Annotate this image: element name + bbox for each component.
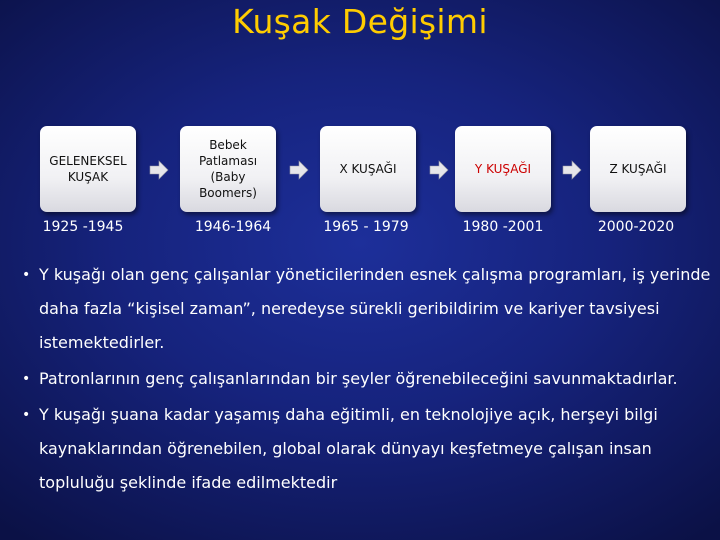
generation-years-baby-boomers: 1946-1964 xyxy=(194,219,272,235)
bullet-text: Y kuşağı olan genç çalışanlar yöneticilerinden esnek çalışma programları, iş yerinde daha fazla “kişisel zaman”, neredeyse sürekli geribildirim ve kariyer tavsiyesi istemektedirler. xyxy=(39,265,711,352)
generation-years-y: 1980 -2001 xyxy=(462,219,544,235)
bullet-item xyxy=(22,362,712,396)
generation-box-x: X KUŞAĞI xyxy=(320,126,416,212)
generation-box-y: Y KUŞAĞI xyxy=(455,126,551,212)
generation-timeline xyxy=(40,126,680,216)
bullet-text: Y kuşağı şuana kadar yaşamış daha eğitimli, en teknolojiye açık, herşeyi bilgi kaynaklarından öğrenebilen, global olarak dünyayı keşfetmeye çalışan insan topluluğu şeklinde ifade edilmektedir xyxy=(39,405,658,492)
bullet-item xyxy=(22,398,712,500)
generation-years-traditional: 1925 -1945 xyxy=(42,219,124,235)
bullet-text: Patronlarının genç çalışanlarından bir şeyler öğrenebileceğini savunmaktadırlar. xyxy=(39,369,678,388)
right-arrow-icon xyxy=(429,160,449,180)
generation-box-traditional: GELENEKSEL KUŞAK xyxy=(40,126,136,212)
right-arrow-icon xyxy=(562,160,582,180)
generation-box-baby-boomers: Bebek Patlaması (Baby Boomers) xyxy=(180,126,276,212)
bullet-list xyxy=(22,258,712,502)
bullet-icon: • xyxy=(22,267,31,283)
generation-box-z: Z KUŞAĞI xyxy=(590,126,686,212)
slide-title: Kuşak Değişimi xyxy=(232,2,488,41)
bullet-icon: • xyxy=(22,371,31,387)
right-arrow-icon xyxy=(149,160,169,180)
bullet-item xyxy=(22,258,712,360)
generation-years-x: 1965 - 1979 xyxy=(323,219,409,235)
right-arrow-icon xyxy=(289,160,309,180)
bullet-icon: • xyxy=(22,407,31,423)
generation-years-z: 2000-2020 xyxy=(597,219,675,235)
